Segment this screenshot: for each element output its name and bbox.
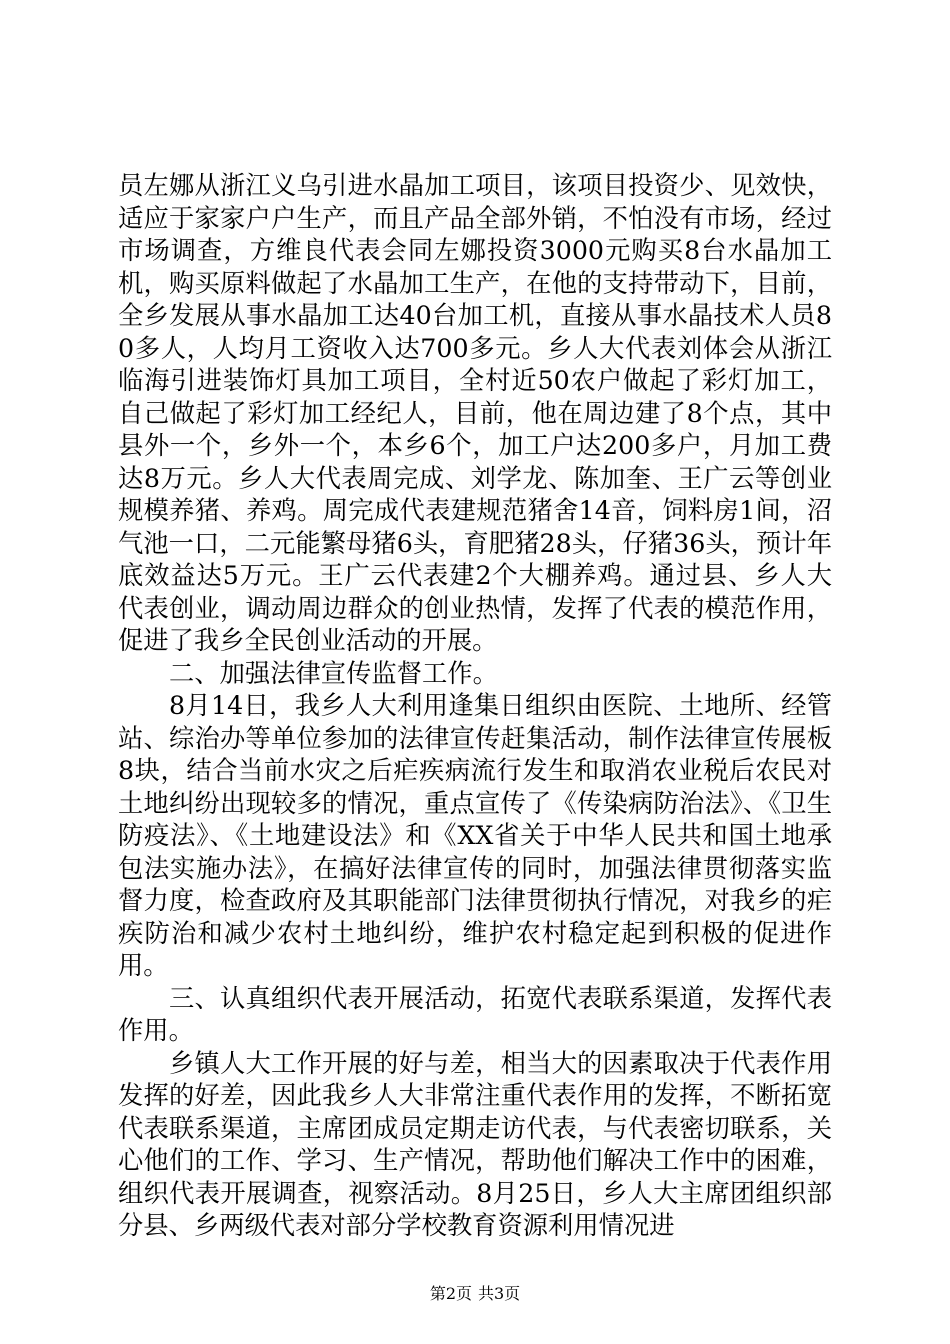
body-paragraph: 8月14日，我乡人大利用逢集日组织由医院、土地所、经管站、综治办等单位参加的法律宣传赶集活动，制作法律宣传展板8块，结合当前水灾之后疟疾病流行发生和取消农业税后农民对土地纠纷出现较多的情况，重点宣传了《传染病防治法》、《卫生防疫法》、《土地建设法》和《XX省关于中华人民共和国土地承包法实施办法》，在搞好法律宣传的同时，加强法律贯彻落实监督力度，检查政府及其职能部门法律贯彻执行情况，对我乡的疟疾防治和减少农村土地纠纷，维护农村稳定起到积极的促进作用。 [118, 691, 832, 980]
body-paragraph: 员左娜从浙江义乌引进水晶加工项目，该项目投资少、见效快，适应于家家户户生产，而且产品全部外销，不怕没有市场，经过市场调查，方维良代表会同左娜投资3000元购买8台水晶加工机，购买原料做起了水晶加工生产，在他的支持带动下，目前，全乡发展从事水晶加工达40台加工机，直接从事水晶技术人员80多人，人均月工资收入达700多元。乡人大代表刘体会从浙江临海引进装饰灯具加工项目，全村近50农户做起了彩灯加工，自己做起了彩灯加工经纪人，目前，他在周边建了8个点，其中县外一个，乡外一个，本乡6个，加工户达200多户，月加工费达8万元。乡人大代表周完成、刘学龙、陈加奎、王广云等创业规模养猪、养鸡。周完成代表建规范猪舍14音，饲料房1间，沼气池一口，二元能繁母猪6头，育肥猪28头，仔猪36头，预计年底效益达5万元。王广云代表建2个大棚养鸡。通过县、乡人大代表创业，调动周边群众的创业热情，发挥了代表的模范作用，促进了我乡全民创业活动的开展。 [118, 171, 832, 655]
document-body [118, 170, 832, 1243]
page-number: 第2页 [429, 1284, 472, 1303]
page-total: 共3页 [478, 1284, 521, 1303]
section-heading-2: 二、加强法律宣传监督工作。 [169, 658, 498, 688]
section-heading-3: 三、认真组织代表开展活动，拓宽代表联系渠道，发挥代表作用。 [118, 983, 832, 1045]
body-paragraph: 乡镇人大工作开展的好与差，相当大的因素取决于代表作用发挥的好差，因此我乡人大非常注重代表作用的发挥，不断拓宽代表联系渠道，主席团成员定期走访代表，与代表密切联系，关心他们的工作、学习、生产情况，帮助他们解决工作中的困难，组织代表开展调查，视察活动。8月25日，乡人大主席团组织部分县、乡两级代表对部分学校教育资源利用情况进 [118, 1048, 832, 1240]
page-footer [0, 1284, 950, 1304]
